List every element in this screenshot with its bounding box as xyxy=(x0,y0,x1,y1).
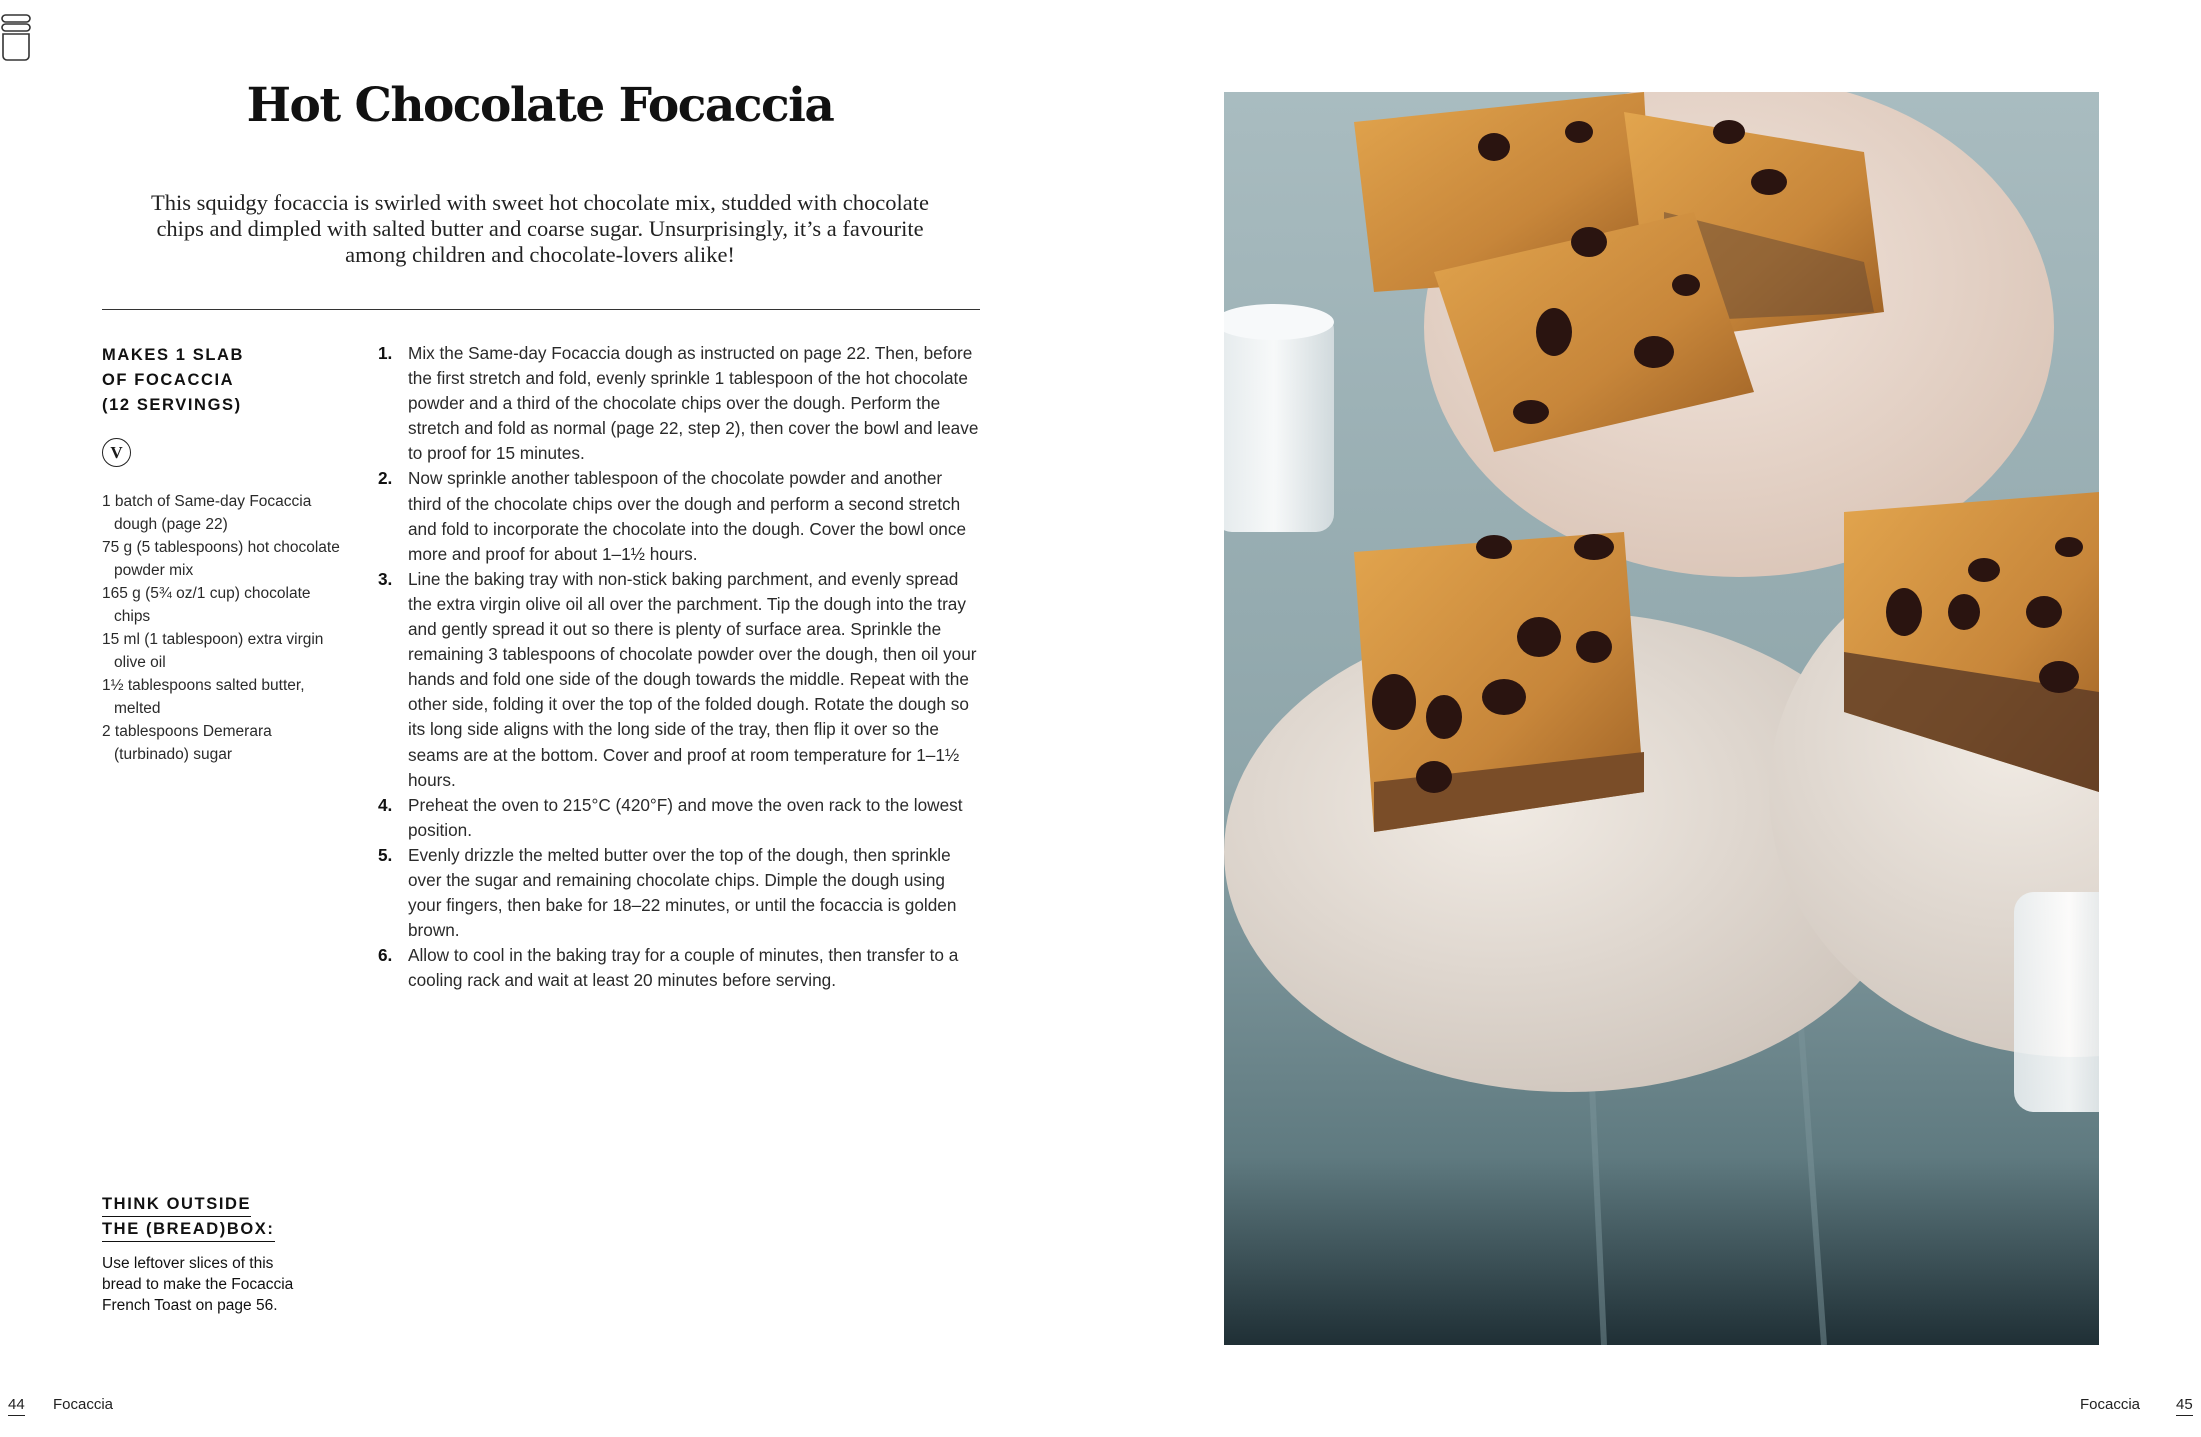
step-text: Preheat the oven to 215°C (420°F) and move the oven rack to the lowest position. xyxy=(408,794,963,840)
yield-line: MAKES 1 SLAB xyxy=(102,346,245,364)
method-step xyxy=(378,843,980,943)
step-number: 2. xyxy=(378,468,393,489)
step-text: Allow to cool in the baking tray for a couple of minutes, then transfer to a cooling rack and wait at least 20 minutes before serving. xyxy=(408,945,959,991)
method-step xyxy=(378,341,980,466)
ingredient-item: 15 ml (1 tablespoon) extra virgin olive oil xyxy=(102,631,324,671)
tip-text: Use leftover slices of this bread to make the Focaccia French Toast on page 56. xyxy=(102,1255,294,1314)
step-number: 3. xyxy=(378,568,393,589)
tip-heading-line: THE (BREAD)BOX: xyxy=(102,1218,275,1242)
method-step xyxy=(378,793,980,843)
recipe-yield xyxy=(102,343,302,418)
step-text: Mix the Same-day Focaccia dough as instructed on page 22. Then, before the first stretch and fold, evenly sprinkle 1 tablespoon of the hot chocolate powder and a third of the chocolate chips over the dough. Perform the stretch and fold as normal (page 22, step 2), then cover the bowl and leave to proof for 15 minutes. xyxy=(408,343,979,464)
page-number-right: 45 xyxy=(2176,1396,2193,1416)
section-divider xyxy=(102,309,980,310)
tip-heading xyxy=(102,1192,275,1242)
ingredient-item: 165 g (5¾ oz/1 cup) chocolate chips xyxy=(102,585,311,625)
ingredient-item: 1 batch of Same-day Focaccia dough (page 22) xyxy=(102,493,312,533)
method-step xyxy=(378,466,980,566)
ingredient-list xyxy=(102,490,342,766)
step-number: 4. xyxy=(378,794,393,815)
step-number: 1. xyxy=(378,343,393,363)
step-number: 5. xyxy=(378,844,393,865)
step-number: 6. xyxy=(378,945,393,966)
ingredient-item: 75 g (5 tablespoons) hot chocolate powder mix xyxy=(102,539,340,579)
section-name-right: Focaccia xyxy=(2080,1396,2141,1413)
yield-line: (12 SERVINGS) xyxy=(102,396,242,414)
method-steps xyxy=(378,341,980,993)
ingredient-item: 2 tablespoons Demerara (turbinado) sugar xyxy=(102,723,272,763)
vegetarian-badge-icon: V xyxy=(102,438,131,467)
tip-heading-line: THINK OUTSIDE xyxy=(102,1193,251,1217)
section-name-left: Focaccia xyxy=(53,1396,114,1413)
recipe-title: Hot Chocolate Focaccia xyxy=(246,78,834,133)
jar-logo-icon xyxy=(0,12,34,62)
focaccia-photo xyxy=(1224,92,2099,1345)
yield-line: OF FOCACCIA xyxy=(102,371,235,389)
method-step xyxy=(378,567,980,793)
method-step xyxy=(378,943,980,993)
page-number-left: 44 xyxy=(8,1396,25,1416)
step-text: Evenly drizzle the melted butter over the top of the dough, then sprinkle over the sugar and remaining chocolate chips. Dimple the dough using your fingers, then bake for 18–22 minutes, or until the focaccia is golden brown. xyxy=(408,844,957,941)
recipe-intro: This squidgy focaccia is swirled with sweet hot chocolate mix, studded with chocolate chips and dimpled with salted butter and coarse sugar. Unsurprisingly, it’s a favourite among children and chocolate-lovers alike! xyxy=(151,190,929,267)
step-text: Now sprinkle another tablespoon of the chocolate powder and another third of the chocolate chips over the dough and perform a second stretch and fold to incorporate the chocolate into the dough. Cover the bowl once more and proof for about 1–1½ hours. xyxy=(408,468,967,564)
ingredient-item: 1½ tablespoons salted butter, melted xyxy=(102,677,305,717)
step-text: Line the baking tray with non-stick baking parchment, and evenly spread the extra virgin olive oil all over the parchment. Tip the dough into the tray and gently spread it out so there is plenty of surface area. Sprinkle the remaining 3 tablespoons of chocolate powder over the dough, then oil your hands and fold one side of the dough towards the middle. Repeat with the other side, folding it over the top of the folded dough. Rotate the dough so its long side aligns with the long side of the tray, then flip it over so the seams are at the bottom. Cover and proof at room temperature for 1–1½ hours. xyxy=(408,568,977,790)
